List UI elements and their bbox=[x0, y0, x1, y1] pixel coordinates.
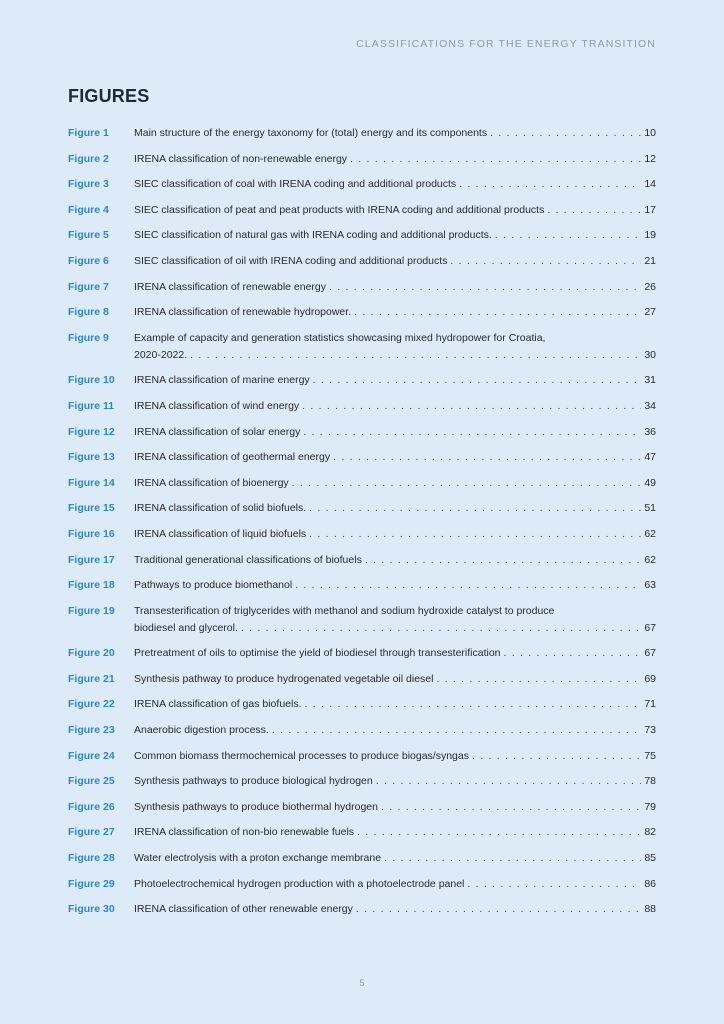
figure-title: SIEC classification of oil with IRENA coding and additional products bbox=[134, 254, 448, 267]
dot-leader bbox=[309, 526, 641, 543]
page-reference: 17 bbox=[644, 203, 656, 216]
dot-leader bbox=[303, 424, 641, 441]
figure-label: Figure 9 bbox=[68, 331, 109, 344]
figure-title: IRENA classification of solar energy bbox=[134, 425, 301, 438]
figure-title: Pretreatment of oils to optimise the yield of biodiesel through transesterification bbox=[134, 647, 501, 660]
page-reference: 47 bbox=[644, 451, 656, 464]
figure-title: Synthesis pathway to produce hydrogenated vegetable oil diesel bbox=[134, 672, 434, 685]
dot-leader bbox=[357, 824, 641, 841]
figure-title: IRENA classification of renewable hydropower. bbox=[134, 306, 352, 319]
page-reference: 73 bbox=[644, 724, 656, 737]
toc-entry[interactable] bbox=[68, 824, 656, 841]
figure-title: Pathways to produce biomethanol bbox=[134, 579, 293, 592]
figure-title: Photoelectrochemical hydrogen production with a photoelectrode panel bbox=[134, 877, 465, 890]
page-reference: 12 bbox=[644, 152, 656, 165]
dot-leader bbox=[272, 722, 641, 739]
toc-entry[interactable] bbox=[68, 176, 656, 193]
page-reference: 27 bbox=[644, 306, 656, 319]
figure-title: SIEC classification of peat and peat products with IRENA coding and additional products bbox=[134, 203, 545, 216]
dot-leader bbox=[305, 696, 642, 713]
figure-title: IRENA classification of solid biofuels. bbox=[134, 502, 307, 515]
dot-leader bbox=[309, 500, 641, 517]
toc-entry[interactable] bbox=[68, 603, 656, 637]
toc-entry[interactable] bbox=[68, 722, 656, 739]
figure-label: Figure 25 bbox=[68, 775, 115, 788]
page-reference: 30 bbox=[644, 348, 656, 361]
dot-leader bbox=[472, 748, 641, 765]
figure-title: IRENA classification of renewable energy bbox=[134, 280, 327, 293]
figure-label: Figure 18 bbox=[68, 579, 115, 592]
toc-entry[interactable] bbox=[68, 850, 656, 867]
toc-entry[interactable] bbox=[68, 125, 656, 142]
page-reference: 78 bbox=[644, 775, 656, 788]
page-reference: 19 bbox=[644, 229, 656, 242]
figure-title: IRENA classification of gas biofuels. bbox=[134, 698, 302, 711]
toc-entry[interactable] bbox=[68, 526, 656, 543]
figure-label: Figure 8 bbox=[68, 306, 109, 319]
dot-leader bbox=[333, 449, 641, 466]
figure-label: Figure 20 bbox=[68, 647, 115, 660]
figure-title: Common biomass thermochemical processes to produce biogas/syngas bbox=[134, 749, 469, 762]
figure-label: Figure 27 bbox=[68, 826, 115, 839]
dot-leader bbox=[356, 901, 641, 918]
figure-label: Figure 23 bbox=[68, 724, 115, 737]
figure-label: Figure 5 bbox=[68, 229, 109, 242]
toc-entry[interactable] bbox=[68, 227, 656, 244]
dot-leader bbox=[292, 475, 642, 492]
figure-title: SIEC classification of natural gas with IRENA coding and additional products. bbox=[134, 229, 492, 242]
dot-leader bbox=[354, 304, 641, 321]
dot-leader bbox=[241, 620, 641, 637]
toc-entry[interactable] bbox=[68, 304, 656, 321]
figure-label: Figure 10 bbox=[68, 374, 115, 387]
figure-label: Figure 13 bbox=[68, 451, 115, 464]
page-reference: 82 bbox=[644, 826, 656, 839]
dot-leader bbox=[436, 671, 641, 688]
toc-entry[interactable] bbox=[68, 253, 656, 270]
page-reference: 88 bbox=[644, 903, 656, 916]
toc-entry[interactable] bbox=[68, 372, 656, 389]
toc-entry[interactable] bbox=[68, 748, 656, 765]
toc-entry[interactable] bbox=[68, 424, 656, 441]
list-of-figures bbox=[68, 125, 656, 927]
figure-title: IRENA classification of other renewable energy bbox=[134, 903, 353, 916]
dot-leader bbox=[350, 151, 641, 168]
toc-entry[interactable] bbox=[68, 151, 656, 168]
figure-label: Figure 7 bbox=[68, 280, 109, 293]
page-reference: 14 bbox=[644, 178, 656, 191]
page-reference: 10 bbox=[644, 127, 656, 139]
toc-entry[interactable] bbox=[68, 577, 656, 594]
figure-title: Main structure of the energy taxonomy for (total) energy and its components bbox=[134, 127, 488, 139]
dot-leader bbox=[302, 398, 641, 415]
figure-title: IRENA classification of geothermal energy bbox=[134, 451, 331, 464]
toc-entry[interactable] bbox=[68, 645, 656, 662]
page-reference: 86 bbox=[644, 877, 656, 890]
figure-label: Figure 24 bbox=[68, 749, 115, 762]
dot-leader bbox=[490, 125, 641, 142]
figure-title: IRENA classification of liquid biofuels bbox=[134, 527, 307, 540]
page-reference: 63 bbox=[644, 579, 656, 592]
page-reference: 69 bbox=[644, 672, 656, 685]
page-reference: 67 bbox=[644, 621, 656, 634]
page-number: 5 bbox=[359, 978, 365, 988]
dot-leader bbox=[376, 773, 642, 790]
toc-entry[interactable] bbox=[68, 449, 656, 466]
page-reference: 67 bbox=[644, 647, 656, 660]
dot-leader bbox=[313, 372, 642, 389]
figure-label: Figure 29 bbox=[68, 877, 115, 890]
figure-title: IRENA classification of non-bio renewable fuels bbox=[134, 826, 355, 839]
toc-entry[interactable] bbox=[68, 552, 656, 569]
dot-leader bbox=[504, 645, 642, 662]
figure-label: Figure 22 bbox=[68, 698, 115, 711]
toc-entry[interactable] bbox=[68, 696, 656, 713]
figure-title: Traditional generational classifications of biofuels bbox=[134, 553, 362, 566]
dot-leader bbox=[450, 253, 641, 270]
figure-label: Figure 2 bbox=[68, 152, 109, 165]
page-reference: 36 bbox=[644, 425, 656, 438]
figure-title: Synthesis pathways to produce biological hydrogen bbox=[134, 775, 373, 788]
figure-title: Water electrolysis with a proton exchange membrane bbox=[134, 852, 382, 865]
toc-entry[interactable] bbox=[68, 773, 656, 790]
toc-entry[interactable] bbox=[68, 799, 656, 816]
page-reference: 26 bbox=[644, 280, 656, 293]
dot-leader bbox=[547, 202, 641, 219]
dot-leader bbox=[459, 176, 641, 193]
toc-entry[interactable] bbox=[68, 671, 656, 688]
figure-label: Figure 17 bbox=[68, 553, 115, 566]
toc-entry[interactable] bbox=[68, 475, 656, 492]
page-reference: 51 bbox=[644, 502, 656, 515]
dot-leader bbox=[467, 876, 641, 893]
figure-title: Synthesis pathways to produce biothermal hydrogen bbox=[134, 800, 378, 813]
page-reference: 49 bbox=[644, 476, 656, 489]
toc-entry[interactable] bbox=[68, 330, 656, 364]
figure-label: Figure 6 bbox=[68, 254, 109, 267]
figure-label: Figure 28 bbox=[68, 852, 115, 865]
figure-label: Figure 12 bbox=[68, 425, 115, 438]
figure-title: SIEC classification of coal with IRENA coding and additional products bbox=[134, 178, 457, 191]
toc-entry[interactable] bbox=[68, 500, 656, 517]
figure-label: Figure 4 bbox=[68, 203, 109, 216]
figure-label: Figure 15 bbox=[68, 502, 115, 515]
page-reference: 85 bbox=[644, 852, 656, 865]
figure-title: IRENA classification of bioenergy bbox=[134, 476, 289, 489]
figure-label: Figure 30 bbox=[68, 903, 115, 916]
dot-leader bbox=[365, 552, 641, 569]
figure-label: Figure 14 bbox=[68, 476, 115, 489]
page-reference: 71 bbox=[644, 698, 656, 711]
page-reference: 31 bbox=[644, 374, 656, 387]
figure-title-line: Example of capacity and generation statistics showcasing mixed hydropower for Croatia, bbox=[134, 331, 546, 344]
figure-title: biodiesel and glycerol. bbox=[134, 621, 238, 634]
figure-title: IRENA classification of non-renewable energy bbox=[134, 152, 348, 165]
dot-leader bbox=[495, 227, 642, 244]
page-reference: 21 bbox=[644, 254, 656, 267]
figure-label: Figure 16 bbox=[68, 527, 115, 540]
figure-label: Figure 19 bbox=[68, 604, 115, 617]
toc-entry[interactable] bbox=[68, 901, 656, 918]
toc-entry[interactable] bbox=[68, 398, 656, 415]
figure-title-line: Transesterification of triglycerides with methanol and sodium hydroxide catalyst to produce bbox=[134, 604, 555, 617]
figure-label: Figure 11 bbox=[68, 399, 115, 412]
dot-leader bbox=[190, 347, 641, 364]
dot-leader bbox=[295, 577, 641, 594]
dot-leader bbox=[329, 279, 641, 296]
page-reference: 79 bbox=[644, 800, 656, 813]
figure-label: Figure 3 bbox=[68, 178, 109, 191]
toc-entry[interactable] bbox=[68, 279, 656, 296]
figure-label: Figure 26 bbox=[68, 800, 115, 813]
page-reference: 34 bbox=[644, 399, 656, 412]
page-reference: 62 bbox=[644, 553, 656, 566]
figure-label: Figure 21 bbox=[68, 672, 115, 685]
figure-title: 2020-2022. bbox=[134, 348, 188, 361]
toc-entry[interactable] bbox=[68, 202, 656, 219]
section-title: FIGURES bbox=[68, 86, 150, 106]
dot-leader bbox=[384, 850, 641, 867]
figure-title: IRENA classification of marine energy bbox=[134, 374, 310, 387]
page-reference: 75 bbox=[644, 749, 656, 762]
toc-entry[interactable] bbox=[68, 876, 656, 893]
dot-leader bbox=[381, 799, 641, 816]
running-header: CLASSIFICATIONS FOR THE ENERGY TRANSITION bbox=[356, 38, 656, 50]
page-reference: 62 bbox=[644, 527, 656, 540]
figure-title: Anaerobic digestion process. bbox=[134, 724, 269, 737]
figure-label: Figure 1 bbox=[68, 127, 109, 139]
figure-title: IRENA classification of wind energy bbox=[134, 399, 300, 412]
